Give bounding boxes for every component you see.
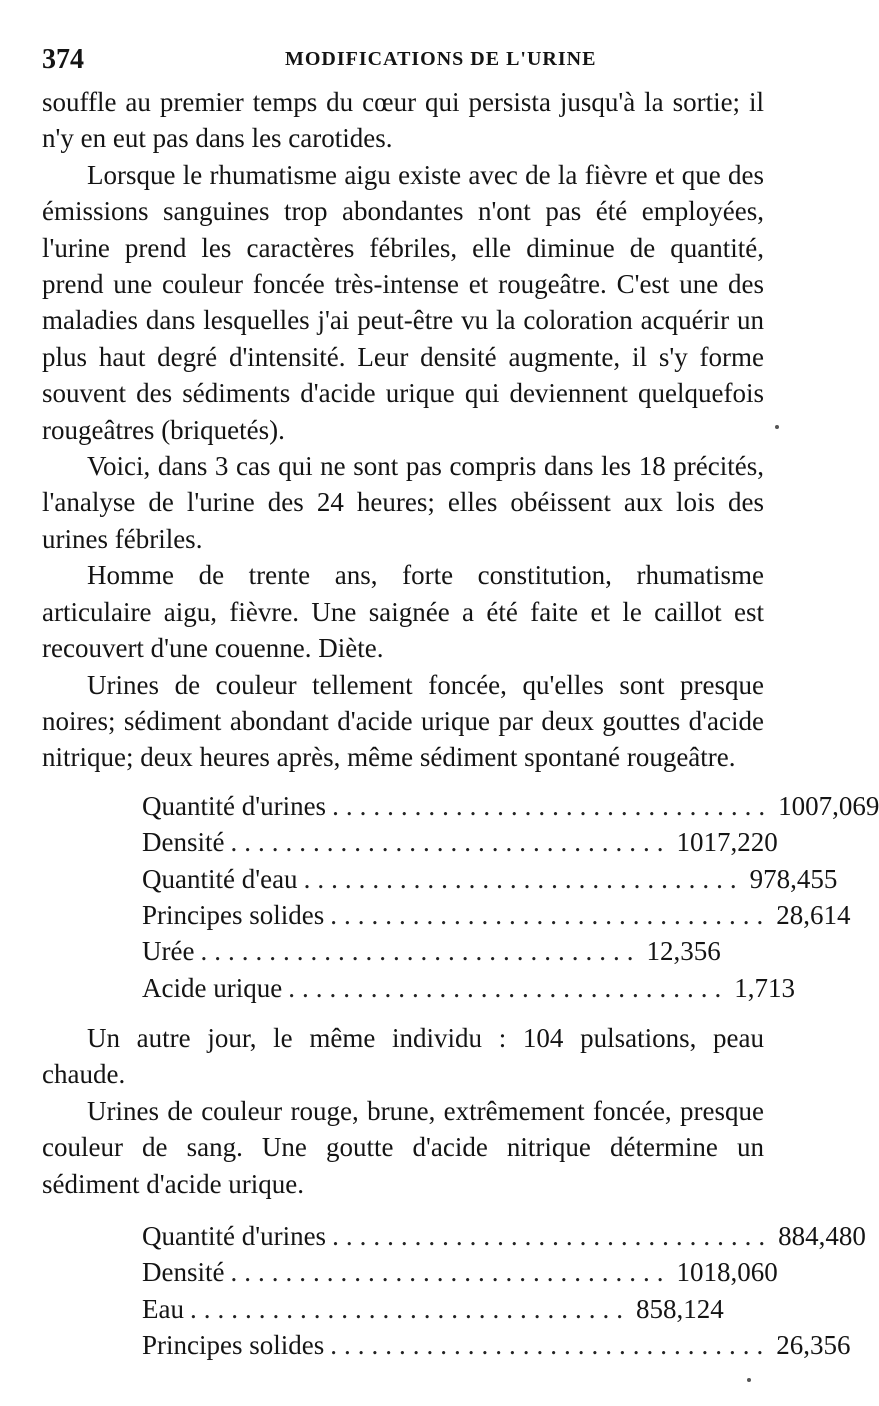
table-row [142, 897, 851, 933]
row-value: 884,480 [778, 1221, 866, 1252]
table-row [142, 1291, 724, 1327]
page-body [42, 84, 879, 1378]
paragraph-7: Urines de couleur rouge, brune, extrêmement foncée, presque couleur de sang. Une goutte d'acide nitrique détermine un sédiment d'acide urique. [42, 1095, 764, 1199]
row-label: Quantité d'urines [142, 790, 327, 821]
row-value: 12,356 [646, 936, 721, 967]
running-title: MODIFICATIONS DE L'URINE [285, 48, 597, 70]
paragraph-5: Urines de couleur tellement foncée, qu'elles sont presque noires; sédiment abondant d'acide urique par deux gouttes d'acide nitrique; deux heures après, même sédiment spontané rougeâtre. [42, 669, 764, 773]
dot-leader: ................................ [230, 827, 671, 858]
print-speck [747, 1378, 751, 1382]
page-header [40, 40, 760, 76]
dot-leader: ................................ [330, 1330, 771, 1361]
row-label: Quantité d'eau [142, 863, 298, 894]
paragraph-3: Voici, dans 3 cas qui ne sont pas compris dans les 18 précités, l'analyse de l'urine des 24 heures; elles obéissent aux lois des urines fébriles. [42, 451, 764, 554]
row-label: Eau [142, 1293, 184, 1324]
row-value: 1018,060 [676, 1257, 778, 1288]
paragraph-1: souffle au premier temps du cœur qui persista jusqu'à la sortie; il n'y en eut pas dans les carotides. [42, 87, 764, 154]
paragraph-2: Lorsque le rhumatisme aigu existe avec de la fièvre et que des émissions sanguines trop abondantes n'ont pas été employées, l'urine prend les caractères fébriles, elle diminue de quantité, prend une couleur foncée très-intense et rougeâtre. C'est une des maladies dans lesquelles j'ai peut-être vu la coloration acquérir un plus haut degré d'intensité. Leur densité augmente, il s'y forme souvent des sédiments d'acide urique qui deviennent quelquefois rougeâtres (briquetés). [42, 159, 764, 445]
row-value: 1007,069 [778, 790, 879, 821]
row-value: 26,356 [776, 1330, 851, 1361]
paragraph-6: Un autre jour, le même individu : 104 pulsations, peau chaude. [42, 1023, 764, 1090]
table-row [142, 1218, 866, 1254]
page-number: 374 [42, 44, 84, 75]
table-row [142, 970, 795, 1006]
table-row [142, 824, 778, 860]
row-label: Densité [142, 827, 225, 858]
row-value: 978,455 [749, 863, 838, 894]
row-label: Acide urique [142, 972, 283, 1003]
row-label: Urée [142, 936, 195, 967]
row-label: Principes solides [142, 1330, 325, 1361]
dot-leader: ................................ [303, 863, 744, 894]
table-row [142, 1254, 778, 1290]
row-value: 1,713 [734, 972, 795, 1003]
dot-leader: ................................ [330, 899, 771, 930]
dot-leader: ................................ [200, 936, 641, 967]
row-label: Quantité d'urines [142, 1221, 327, 1252]
table-row [142, 933, 721, 969]
table-row [142, 1327, 851, 1363]
table-row [142, 788, 879, 824]
urine-analysis-table-2 [142, 1218, 866, 1364]
dot-leader: ................................ [332, 1221, 773, 1252]
row-value: 28,614 [776, 899, 851, 930]
dot-leader: ................................ [230, 1257, 671, 1288]
dot-leader: ................................ [288, 972, 729, 1003]
row-value: 1017,220 [676, 827, 778, 858]
urine-analysis-table-1 [142, 788, 879, 1006]
table-row [142, 861, 838, 897]
row-label: Densité [142, 1257, 225, 1288]
dot-leader: ................................ [189, 1293, 630, 1324]
row-label: Principes solides [142, 899, 325, 930]
paragraph-4: Homme de trente ans, forte constitution, rhumatisme articulaire aigu, fièvre. Une saignée a été faite et le caillot est recouvert d'une couenne. Diète. [42, 560, 764, 664]
dot-leader: ................................ [332, 790, 773, 821]
print-speck [775, 425, 779, 429]
row-value: 858,124 [635, 1293, 724, 1324]
